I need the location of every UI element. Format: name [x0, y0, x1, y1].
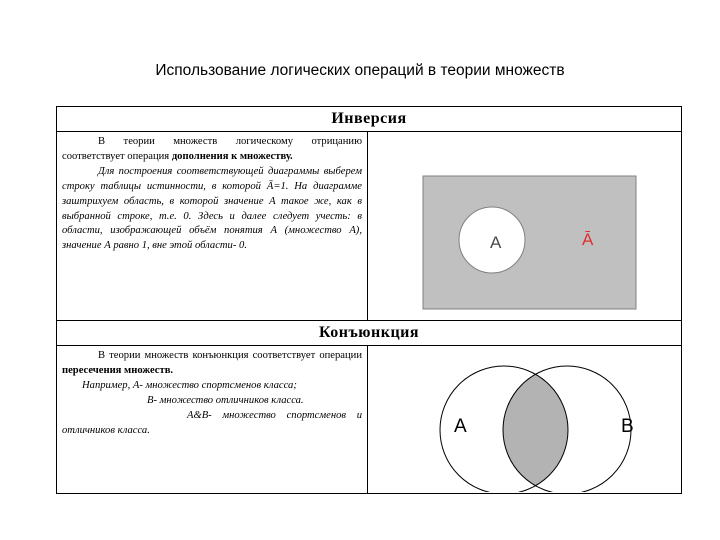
inversion-p2-text-end: =1. На диаграмме заштрихуем область, в которой значение A такое же, как в выбранной строке, т.е. 0. Здесь и далее следует учесть: в области, изображающей объём понятия А (множество А), значение А равно 1, вне этой области- 0. — [62, 180, 362, 252]
slide-title: Использование логических операций в теории множеств — [155, 62, 565, 79]
conjunction-paragraph-3: В- множество отличников класса. — [147, 394, 304, 406]
set-b-label: В — [621, 416, 634, 437]
inversion-text — [62, 135, 362, 254]
not-a-symbol: Ā — [266, 180, 274, 192]
universe-rectangle — [423, 176, 636, 309]
conjunction-title: Конъюнкция — [318, 324, 420, 341]
conjunction-paragraph-2: Например, А- множество спортсменов класса; — [82, 379, 297, 391]
operations-table — [56, 106, 682, 494]
inversion-venn-diagram — [368, 132, 682, 320]
set-a-label: А — [454, 416, 467, 437]
conjunction-paragraph-4: А&В- множество спортсменов и отличников класса. — [62, 409, 362, 436]
inversion-paragraph-1 — [62, 135, 362, 165]
complement-label: Ā — [582, 230, 594, 249]
inversion-p1-text: В теории множеств логическому отрицанию соответствует операция — [62, 136, 362, 162]
inversion-p1-bold: дополнения к множеству. — [171, 150, 293, 162]
inversion-p2-text: Для построения соответствующей диаграммы выберем строку таблицы истинности, в которой — [62, 165, 362, 192]
inversion-title: Инверсия — [331, 110, 407, 127]
conjunction-venn-diagram — [368, 346, 682, 492]
section-divider — [57, 320, 681, 321]
conjunction-p1-text: В теории множеств конъюнкция соответствует операции — [98, 350, 362, 361]
conjunction-p1-bold: пересечения множеств. — [62, 364, 174, 376]
conjunction-paragraph-1 — [62, 349, 362, 379]
inversion-paragraph-2 — [62, 165, 362, 254]
conjunction-text — [62, 349, 362, 438]
set-a-label: А — [490, 233, 502, 252]
